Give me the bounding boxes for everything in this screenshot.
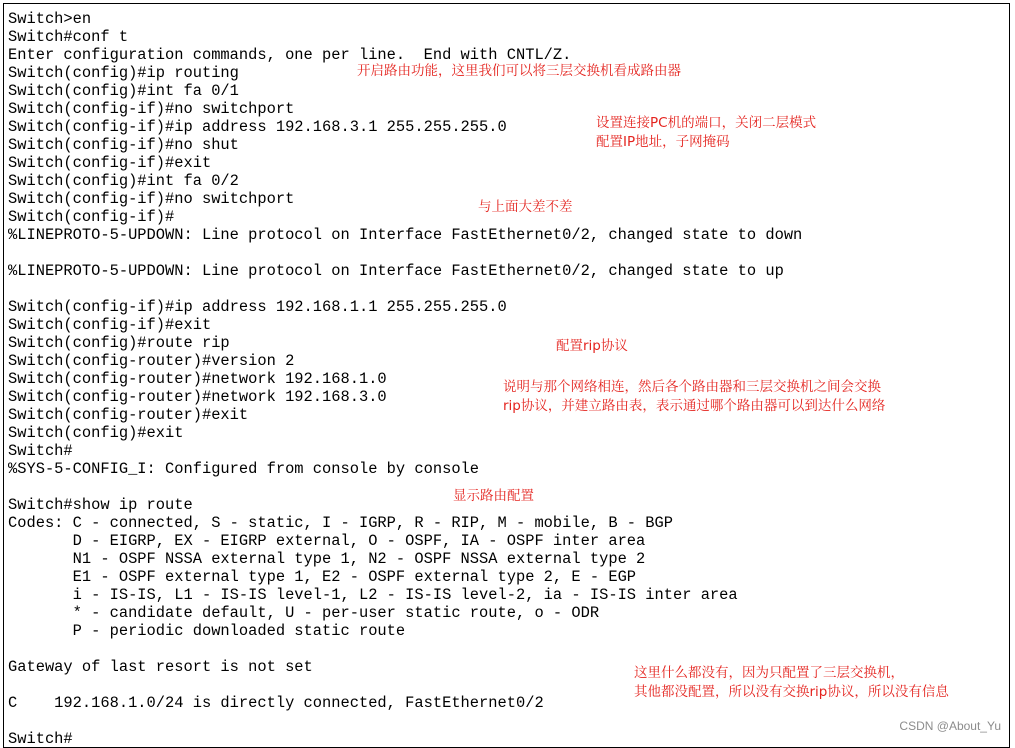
terminal-line: %LINEPROTO-5-UPDOWN: Line protocol on Interface FastEthernet0/2, changed state to down [8, 226, 803, 244]
terminal-line: Switch(config-router)#exit [8, 406, 249, 424]
terminal-line: Codes: C - connected, S - static, I - IGRP, R - RIP, M - mobile, B - BGP [8, 514, 673, 532]
annotation-line: rip协议，并建立路由表，表示通过哪个路由器可以到达什么网络 [503, 398, 886, 414]
annotation-line: 与上面大差不差 [478, 199, 573, 215]
terminal-line: Switch(config-if)#exit [8, 154, 212, 172]
terminal-line: Switch(config)#route rip [8, 334, 230, 352]
terminal-line: E1 - OSPF external type 1, E2 - OSPF external type 2, E - EGP [8, 568, 637, 586]
terminal-line: Switch(config-if)#exit [8, 316, 212, 334]
annotation-line: 设置连接PC机的端口，关闭二层模式 [596, 115, 817, 131]
terminal-line: Switch# [8, 730, 73, 748]
annotation-line: 其他都没配置，所以没有交换rip协议，所以没有信息 [634, 684, 949, 700]
watermark: CSDN @About_Yu [899, 719, 1001, 733]
annotation-line: 配置rip协议 [556, 338, 628, 354]
terminal-line: Switch(config-router)#network 192.168.3.0 [8, 388, 387, 406]
terminal-line [8, 712, 802, 730]
terminal-line: Switch(config-if)#no switchport [8, 190, 295, 208]
terminal-line [8, 280, 802, 298]
annotation-show-route [453, 487, 534, 506]
terminal-line: Switch(config)#int fa 0/1 [8, 82, 239, 100]
terminal-line: Gateway of last resort is not set [8, 658, 313, 676]
terminal-line: Switch(config-if)#no shut [8, 136, 239, 154]
annotation-rip [556, 337, 628, 356]
terminal-line: Switch>en [8, 10, 92, 28]
terminal-line [8, 478, 802, 496]
terminal-line: D - EIGRP, EX - EIGRP external, O - OSPF, IA - OSPF inter area [8, 532, 646, 550]
terminal-line: Switch(config-if)# [8, 208, 175, 226]
terminal-line: Switch(config)#ip routing [8, 64, 239, 82]
terminal-line [8, 640, 802, 658]
terminal-line: * - candidate default, U - per-user static route, o - ODR [8, 604, 600, 622]
annotation-line: 配置IP地址，子网掩码 [596, 134, 730, 150]
terminal-line: Switch#conf t [8, 28, 129, 46]
annotation-port-config [596, 114, 816, 152]
terminal-line: Switch(config)#exit [8, 424, 184, 442]
terminal-line: C 192.168.1.0/24 is directly connected, FastEthernet0/2 [8, 694, 544, 712]
terminal-line: Switch(config-if)#no switchport [8, 100, 295, 118]
terminal-line: i - IS-IS, L1 - IS-IS level-1, L2 - IS-IS level-2, ia - IS-IS inter area [8, 586, 738, 604]
annotation-result [634, 664, 949, 702]
annotation-line: 显示路由配置 [453, 488, 534, 504]
annotation-network [503, 378, 885, 416]
terminal-line: Switch(config-if)#ip address 192.168.3.1 255.255.255.0 [8, 118, 507, 136]
annotation-line: 这里什么都没有，因为只配置了三层交换机， [634, 665, 904, 681]
annotation-line: 开启路由功能，这里我们可以将三层交换机看成路由器 [357, 63, 681, 79]
terminal-line: Switch(config-if)#ip address 192.168.1.1 255.255.255.0 [8, 298, 507, 316]
terminal-line: N1 - OSPF NSSA external type 1, N2 - OSPF NSSA external type 2 [8, 550, 646, 568]
terminal-line: %LINEPROTO-5-UPDOWN: Line protocol on Interface FastEthernet0/2, changed state to up [8, 262, 784, 280]
terminal-line: P - periodic downloaded static route [8, 622, 406, 640]
terminal-line: Enter configuration commands, one per line. End with CNTL/Z. [8, 46, 572, 64]
terminal-line: Switch(config)#int fa 0/2 [8, 172, 239, 190]
annotation-ip-routing [357, 62, 681, 81]
annotation-line: 说明与那个网络相连，然后各个路由器和三层交换机之间会交换 [503, 379, 881, 395]
terminal-line: Switch(config-router)#network 192.168.1.0 [8, 370, 387, 388]
terminal-line: Switch#show ip route [8, 496, 193, 514]
terminal-line [8, 244, 802, 262]
terminal-line: Switch(config-router)#version 2 [8, 352, 295, 370]
terminal-line: Switch# [8, 442, 73, 460]
annotation-similar [478, 198, 573, 217]
terminal-line: %SYS-5-CONFIG_I: Configured from console by console [8, 460, 480, 478]
